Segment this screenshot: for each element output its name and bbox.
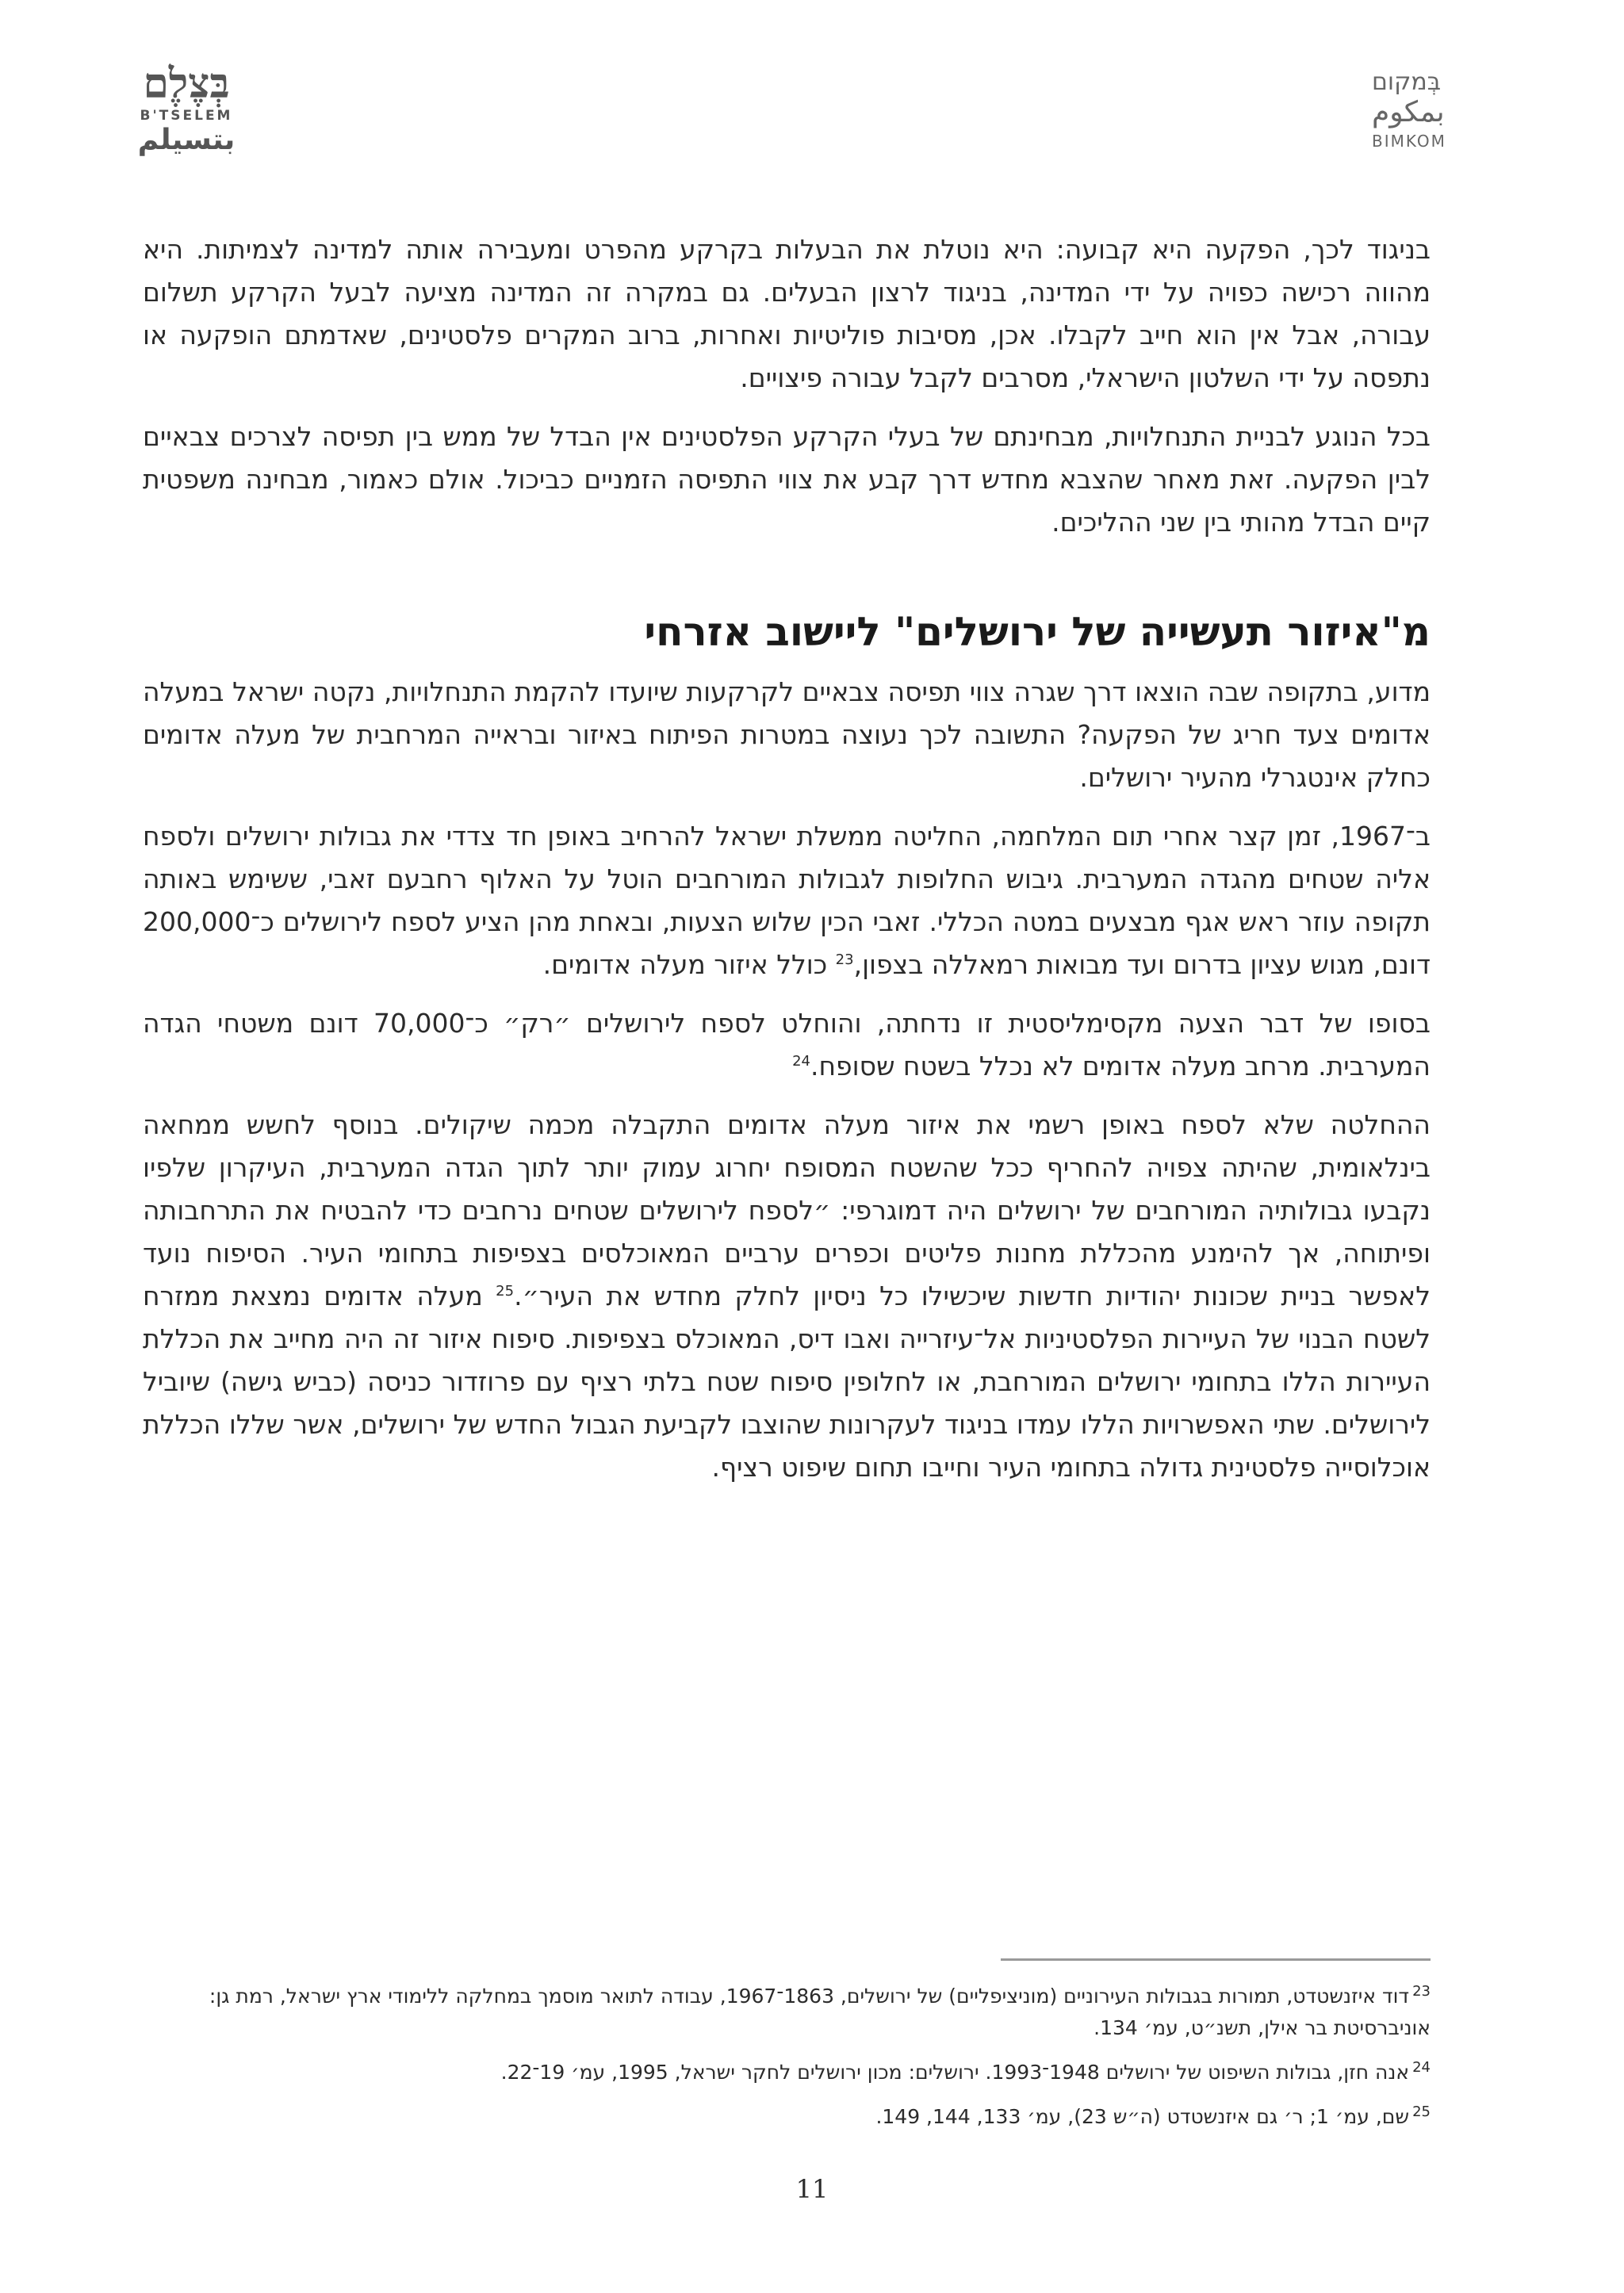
footnote-divider — [1001, 1958, 1431, 1961]
btselem-logo-arabic: بتسيلم — [137, 124, 236, 156]
page-number: 11 — [795, 2174, 829, 2204]
footnote-text: אנה חזן, גבולות השיפוט של ירושלים 1948־1993. ירושלים: מכון ירושלים לחקר ישראל, 1995, עמ׳ 19־22. — [500, 2061, 1410, 2084]
footnote-ref[interactable]: 23 — [835, 951, 854, 968]
main-text — [143, 228, 1431, 1505]
bimkom-logo — [1372, 68, 1507, 151]
footnote — [143, 2101, 1431, 2133]
footnote — [143, 1981, 1431, 2044]
paragraph — [143, 815, 1431, 986]
paragraph-text: ב־1967, זמן קצר אחרי תום המלחמה, החליטה ממשלת ישראל להרחיב באופן חד צדדי את גבולות ירושלים ולספח אליה שטחים מהגדה המערבית. גיבוש החלופות לגבולות המורחבים הוטל על האלוף רחבעם זאבי, ששימש באותה תקופה עוזר ראש אגף מבצעים במטה הכללי. זאבי הכין שלוש הצעות, ובאחת מהן הציע לספח לירושלים כ־200,000 דונם, מגוש עציון בדרום ועד מבואות רמאללה בצפון, — [143, 821, 1431, 980]
bimkom-logo-hebrew: בְּמקום — [1372, 68, 1442, 96]
section-heading: מ"איזור תעשייה של ירושלים" ליישוב אזרחי — [644, 609, 1431, 655]
footnote-number: 25 — [1412, 2103, 1431, 2120]
btselem-logo — [127, 59, 246, 157]
paragraph: מדוע, בתקופה שבה הוצאו דרך שגרה צווי תפיסה צבאיים לקרקעות שיועדו להקמת התנחלויות, נקטה ישראל במעלה אדומים צעד חריג של הפקעה? התשובה לכך נעוצה במטרות הפיתוח באיזור ובראייה המרחבית של מעלה אדומים כחלק אינטגרלי מהעיר ירושלים. — [143, 676, 1431, 793]
btselem-logo-latin: B'TSELEM — [140, 108, 233, 124]
footnote-text: שם, עמ׳ 1; ר׳ גם איזנשטדט (ה״ש 23), עמ׳ 133, 144, 149. — [875, 2105, 1410, 2128]
paragraph-text: מעלה אדומים נמצאת ממזרח לשטח הבנוי של העיירות הפלסטיניות אל־עיזרייה ואבו דיס, המאוכלס בצפיפות. סיפוח איזור זה היה מחייב את הכללת העיירות הללו בתחומי ירושלים המורחבת, או לחלופין סיפוח שטח בלתי רציף עם פרוזדור כניסה (כביש גישה) שיוביל לירושלים. שתי האפשרויות הללו עמדו בניגוד לעקרונות שהוצבו לקביעת הגבול החדש של ירושלים, אשר שללו הכללת אוכלוסייה פלסטינית גדולה בתחומי העיר וחייבו תחום שיפוט רציף. — [143, 1280, 1431, 1483]
paragraph-text: ההחלטה שלא לספח באופן רשמי את איזור מעלה אדומים התקבלה מכמה שיקולים. בנוסף לחשש ממחאה בינלאומית, שהיתה צפויה להחריף ככל שהשטח המסופח יחרוג עמוק יותר לתוך הגדה המערבית, העיקרון שלפיו נקבעו גבולותיה המורחבים של ירושלים היה דמוגרפי: ״לספח לירושלים שטחים נרחבים כדי להבטיח את התרחבותה ופיתוחה, אך להימנע מהכללת מחנות פליטים וכפרים ערביים המאוכלסים בצפיפות בתחומי העיר. הסיפוח נועד לאפשר בניית שכונות יהודיות חדשות שיכשילו כל ניסיון לחלק מחדש את העיר״. — [143, 1109, 1431, 1311]
footnote-number: 23 — [1412, 1982, 1431, 2000]
paragraph: בניגוד לכך, הפקעה היא קבועה: היא נוטלת את הבעלות בקרקע מהפרט ומעבירה אותה למדינה לצמיתות. היא מהווה רכישה כפויה על ידי המדינה, בניגוד לרצון הבעלים. גם במקרה זה המדינה מציעה לבעל הקרקע תשלום עבורה, אבל אין הוא חייב לקבלו. אכן, מסיבות פוליטיות ואחרות, ברוב המקרים פלסטינים, שאדמתם הופקעה או נתפסה על ידי השלטון הישראלי, מסרבים לקבל עבורה פיצויים. — [143, 234, 1431, 393]
footnote-ref[interactable]: 25 — [496, 1283, 515, 1300]
btselem-logo-hebrew: בְּצֶלֶם — [143, 59, 230, 108]
paragraph: בכל הנוגע לבניית התנחלויות, מבחינתם של בעלי הקרקע הפלסטינים אין הבדל של ממש בין תפיסה לצרכים צבאיים לבין הפקעה. זאת מאחר שהצבא מחדש דרך קבע את צווי התפיסה הזמניים כביכול. אולם כאמור, מבחינה משפטית קיים הבדל מהותי בין שני ההליכים. — [143, 421, 1431, 538]
paragraph-text: כולל איזור מעלה אדומים. — [542, 949, 836, 980]
paragraph — [143, 1104, 1431, 1489]
footnote-ref[interactable]: 24 — [792, 1053, 810, 1070]
paragraph-text: בסופו של דבר הצעה מקסימליסטית זו נדחתה, והוחלט לספח לירושלים ״רק״ כ־70,000 דונם משטחי הגדה המערבית. מרחב מעלה אדומים לא נכלל בשטח שסופח. — [143, 1008, 1431, 1081]
footnote-number: 24 — [1412, 2058, 1431, 2076]
bimkom-logo-arabic: بمكوم — [1372, 96, 1445, 128]
footnote — [143, 2057, 1431, 2088]
footnote-text: דוד איזנשטדט, תמורות בגבולות העירוניים (מוניציפליים) של ירושלים, 1863־1967, עבודה לתואר מוסמך במחלקה ללימודי ארץ ישראל, רמת גן: אוניברסיטת בר אילן, תשנ״ט, עמ׳ 134. — [209, 1985, 1431, 2039]
footnotes — [143, 1981, 1431, 2146]
bimkom-logo-latin: BIMKOM — [1372, 132, 1446, 151]
paragraph — [143, 1002, 1431, 1088]
